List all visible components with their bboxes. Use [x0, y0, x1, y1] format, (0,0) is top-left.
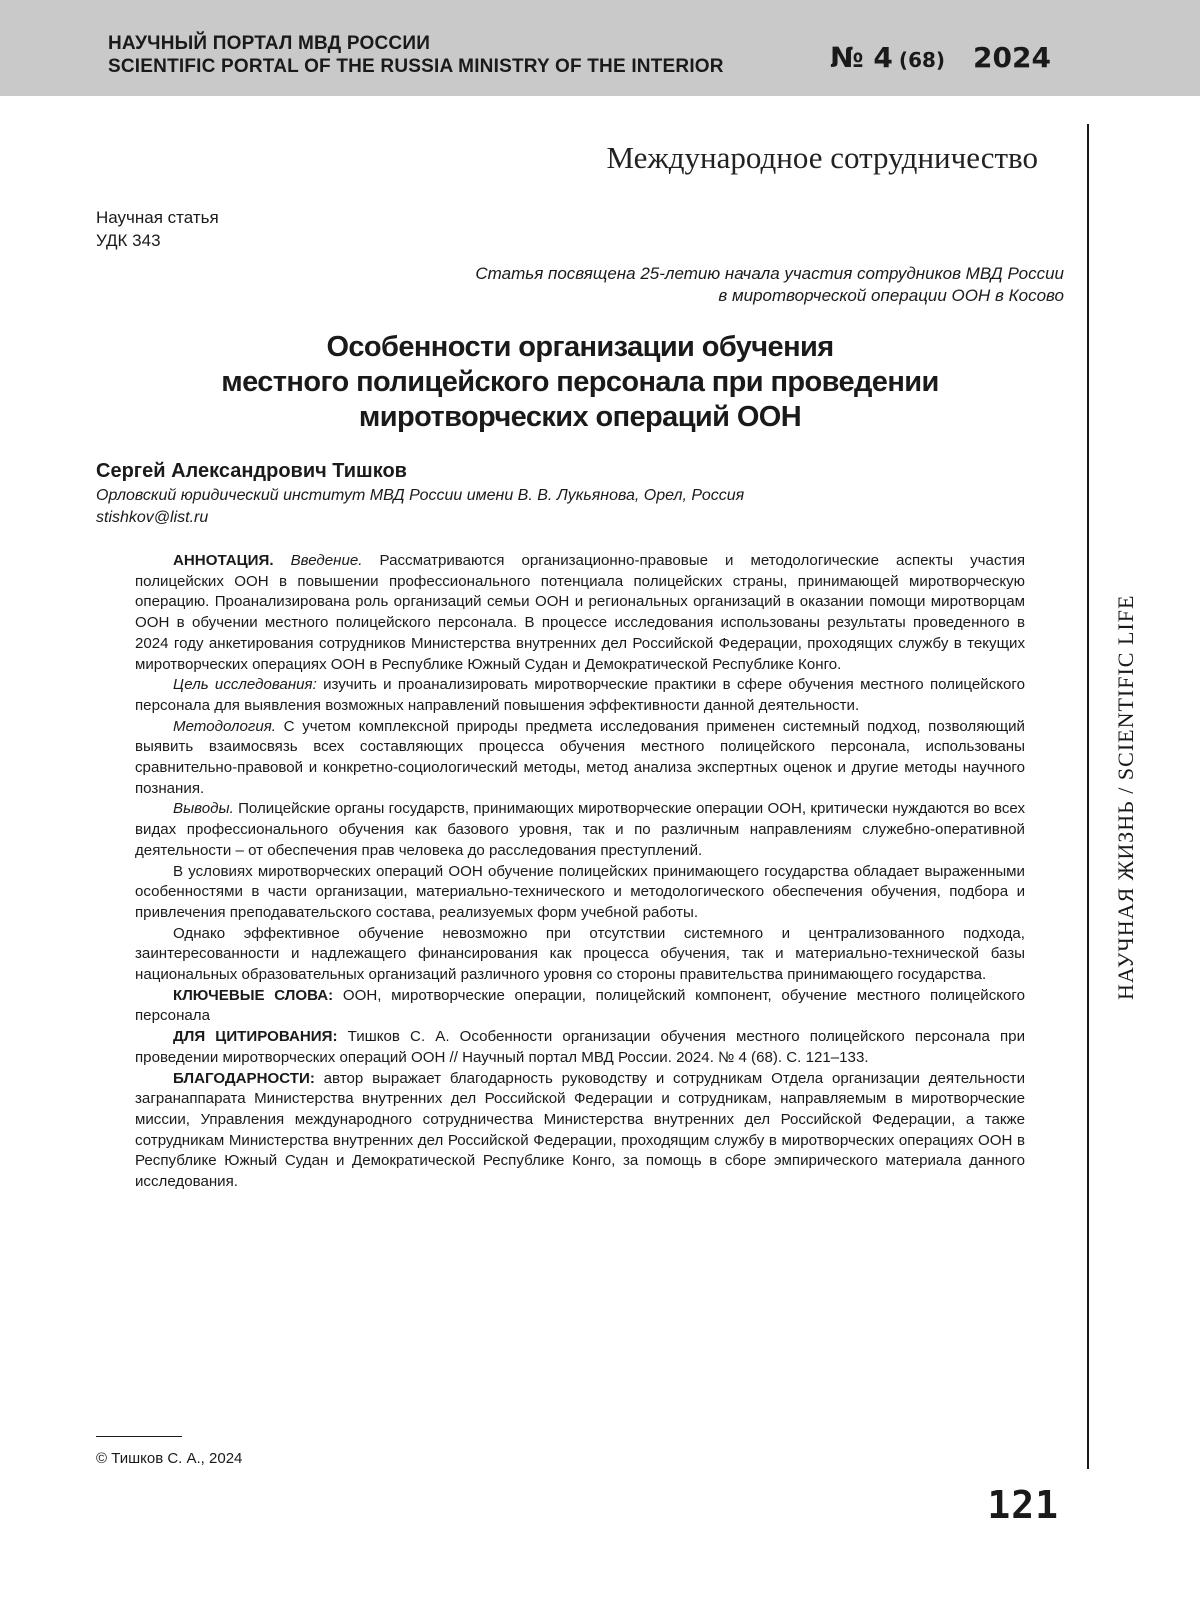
issue-info [830, 41, 1051, 74]
citation-text: Тишков С. А. Особенности организации обучения местного полицейского персонала при проведении миротворческих операций ООН // Научный портал МВД России. 2024. № 4 (68). С. 121–133. [135, 1028, 1025, 1066]
issue-year: 2024 [973, 41, 1051, 74]
issue-number: № 4 [830, 41, 893, 74]
author-name: Сергей Александрович Тишков [96, 460, 407, 483]
title-line: Особенности организации обучения [130, 330, 1030, 365]
udc-code: УДК 343 [96, 231, 161, 251]
acknowledgments-label: БЛАГОДАРНОСТИ: [173, 1070, 315, 1087]
vertical-divider [1087, 124, 1089, 1469]
abstract-label: АННОТАЦИЯ. [173, 552, 274, 569]
page-number: 121 [987, 1483, 1059, 1527]
article-type: Научная статья [96, 208, 219, 228]
keywords-text: ООН, миротворческие операции, полицейский компонент, обучение местного полицейского персонала [135, 987, 1025, 1025]
acknowledgments [135, 1069, 1025, 1193]
abstract-results [135, 799, 1025, 861]
intro-text: Рассматриваются организационно-правовые и методологические аспекты участия полицейских ООН в повышении профессионального потенциала полицейских страны, принимающей миротворческую операцию. Проанализирована роль организаций семьи ООН и региональных организаций в оказании помощи миротворцам ООН в обучении местного полицейского персонала. В процессе исследования использованы результаты проведенного в 2024 году анкетирования сотрудников Министерства внутренних дел Российской Федерации, проходящих службу в текущих миротворческих операциях ООН в Республике Южный Судан и Демократической Республике Конго. [135, 552, 1025, 673]
citation-label: ДЛЯ ЦИТИРОВАНИЯ: [173, 1028, 338, 1045]
method-label: Методология. [173, 718, 276, 735]
copyright: © Тишков С. А., 2024 [96, 1450, 242, 1467]
dedication [475, 263, 1064, 307]
footnote-divider [96, 1436, 182, 1437]
author-email: stishkov@list.ru [96, 509, 208, 527]
abstract-methodology [135, 717, 1025, 800]
rubric-vertical-label: НАУЧНАЯ ЖИЗНЬ / SCIENTIFIC LIFE [1113, 595, 1139, 1000]
abstract-intro [135, 551, 1025, 675]
abstract-aim [135, 675, 1025, 716]
keywords-label: КЛЮЧЕВЫЕ СЛОВА: [173, 987, 333, 1004]
title-line: местного полицейского персонала при проведении [130, 365, 1030, 400]
results-label: Выводы. [173, 800, 234, 817]
intro-label: Введение. [291, 552, 363, 569]
aim-text: изучить и проанализировать миротворческие практики в сфере обучения местного полицейского персонала для выявления возможных направлений повышения эффективности данной деятельности. [135, 676, 1025, 714]
keywords [135, 986, 1025, 1027]
citation [135, 1027, 1025, 1068]
journal-title-ru: НАУЧНЫЙ ПОРТАЛ МВД РОССИИ [108, 33, 430, 55]
journal-header [0, 0, 1200, 96]
abstract-paragraph: В условиях миротворческих операций ООН обучение полицейских принимающего государства обладает выраженными особенностями в части организации, материально-технического и методологического обеспечения обучения, подбора и привлечения преподавательского состава, реализуемых форм учебной работы. [135, 862, 1025, 924]
journal-title-en: SCIENTIFIC PORTAL OF THE RUSSIA MINISTRY OF THE INTERIOR [108, 56, 724, 78]
abstract-block [135, 551, 1025, 1193]
method-text: С учетом комплексной природы предмета исследования применен системный подход, позволяющий выявить взаимосвязь всех составляющих процесса обучения местного полицейского персонала, использованы сравнительно-правовой и конкретно-социологический методы, метод анализа экспертных оценок и другие методы научного познания. [135, 718, 1025, 797]
section-title: Международное сотрудничество [606, 140, 1038, 176]
article-title [130, 330, 1030, 435]
results-text: Полицейские органы государств, принимающих миротворческие операции ООН, критически нуждаются во всех видах профессионального обучения как базового уровня, так и по различным направлениям служебно-оперативной деятельности – от обеспечения прав человека до расследования преступлений. [135, 800, 1025, 858]
aim-label: Цель исследования: [173, 676, 317, 693]
dedication-line: в миротворческой операции ООН в Косово [475, 285, 1064, 307]
abstract-paragraph: Однако эффективное обучение невозможно при отсутствии системного и централизованного подхода, заинтересованности и надлежащего финансирования как процесса обучения, так и материально-технической базы национальных образовательных организаций различного уровня со стороны правительства принимающего государства. [135, 924, 1025, 986]
dedication-line: Статья посвящена 25-летию начала участия сотрудников МВД России [475, 263, 1064, 285]
title-line: миротворческих операций ООН [130, 400, 1030, 435]
acknowledgments-text: автор выражает благодарность руководству и сотрудникам Отдела организации деятельности загранаппарата Министерства внутренних дел Российской Федерации и сотрудникам, направляемым в миротворческие миссии, Управления международного сотрудничества Министерства внутренних дел Российской Федерации, а также сотрудникам Министерства внутренних дел Российской Федерации, проходящим службу в миротворческих операциях ООН в Республике Южный Судан и Демократической Республике Конго, за помощь в сборе эмпирического материала данного исследования. [135, 1070, 1025, 1191]
author-affiliation: Орловский юридический институт МВД России имени В. В. Лукьянова, Орел, Россия [96, 487, 744, 505]
issue-total-number: (68) [899, 48, 945, 72]
